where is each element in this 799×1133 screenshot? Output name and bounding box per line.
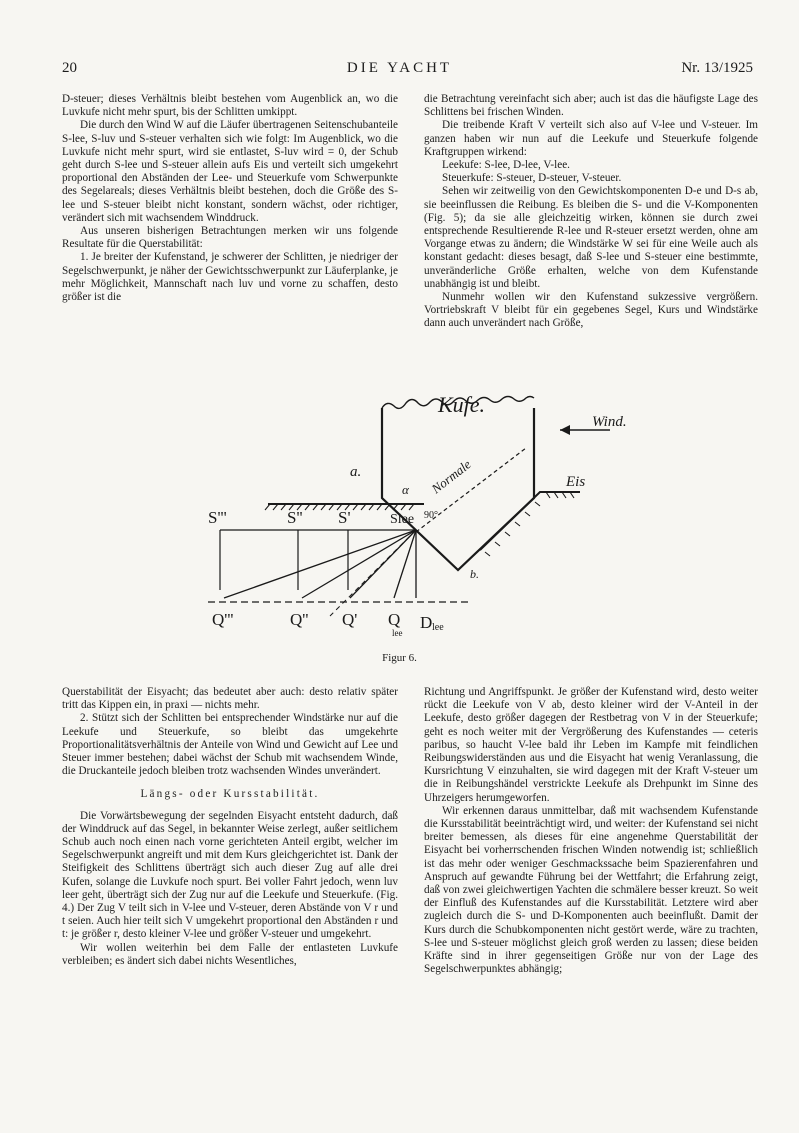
ice-surface-right [480,492,580,550]
figure-6-diagram [180,380,650,640]
section-heading: Längs- oder Kursstabilität. [140,788,320,801]
issue-number: Nr. 13/1925 [681,60,753,76]
q3-label: Q''' [212,610,234,629]
force-group-steuerkufe: Steuerkufe: S-steuer, D-steuer, V-steuer. [442,172,622,185]
paragraph: Richtung und Angriffspunkt. Je größer der Kufenstand wird, desto weiter rückt die Leekufe von V ab, desto kleiner wird der V-Anteil in der Leekufe, desto größer dagegen der Restbetrag von V in der Steuerkufe; geht es noch weiter mit der Vergrößerung des Kufenstandes — ceteris paribus, so haucht V-lee bald ihr Leben im Kampfe mit feindlichen Reibungswiderständen aus und die Eisyacht hat wenig Veranlassung, die Kursrichtung V einzuhalten, sie wird dagegen mit der Kraft V-steuer um die in Reibungshändel verstrickte Leekufe als Drehpunkt im Sinne des Uhrzeigers herumgeworfen. [424,686,758,804]
alpha-label: α [402,482,409,497]
wind-label: Wind. [592,414,627,430]
paragraph: Nunmehr wollen wir den Kufenstand sukzessive vergrößern. Vortriebskraft V bleibt für ein gegebenes Segel, Kurs und Windstärke dann auch unverändert nach Größe, [424,291,758,330]
paragraph: die Betrachtung vereinfacht sich aber; auch ist das die häufigste Lage des Schlittens bei frischen Winden. [424,93,758,119]
resultant-qlee [394,530,416,598]
paragraph: Aus unseren bisherigen Betrachtungen merken wir uns folgende Resultate für die Querstabilität: [62,225,398,251]
column-bottom-left [62,686,398,968]
wind-arrowhead [560,425,570,435]
paragraph: 1. Je breiter der Kufenstand, je schwerer der Schlitten, je niedriger der Segelschwerpunkt, je näher der Gewichtsschwerpunkt zur Läuferplanke, je mehr Möglichkeit, Mannschaft nach luv und vorne zu schaffen, desto größer ist die [62,251,398,304]
paragraph: Die Vorwärtsbewegung der segelnden Eisyacht entsteht dadurch, daß der Winddruck auf das Segel, in bekannter Weise zerlegt, außer seitlichem Schub auch noch einen nach vorne gerichteten Anteil ergibt, welcher im Segelschwerpunkt angreift und mit dem Kurs gleichgerichtet ist. Dank der Steifigkeit des Schlittens überträgt sich auch dieser Zug auf alle drei Kufen, solange die Luvkufe noch spurt. Bei voller Fahrt jedoch, wenn luv leer geht, überträgt sich der Zug nur auf die Leekufe und Steuerkufe. (Fig. 4.) Der Zug V teilt sich in V-lee und V-steuer, deren Abstände von V r und t seien. Auch hier teilt sich V umgekehrt proportional den Abständen r und t: je größer r, desto kleiner V-lee und größer V-steuer und umgekehrt. [62,809,398,941]
dlee-subscript: lee [432,622,444,633]
page-number: 20 [62,60,77,76]
qlee-subscript: lee [392,628,403,638]
figure-caption: Figur 6. [382,652,417,664]
slee-label: Slee [390,512,415,527]
normale-label: Normale [428,456,474,497]
qlee-label: Q [388,610,401,629]
s3-label: S''' [208,508,227,527]
q1-label: Q' [342,610,358,629]
point-b-label: b. [470,567,479,581]
paragraph: D-steuer; dieses Verhältnis bleibt bestehen vom Augenblick an, wo die Luvkufe nicht mehr spurt, bis der Schlitten umkippt. [62,93,398,119]
s2-label: S'' [287,508,303,527]
paragraph: Die treibende Kraft V verteilt sich also auf V-lee und V-steuer. Im ganzen haben wir nun auf die Leekufe und Steuerkufe folgende Kraftgruppen wirkend: [424,119,758,158]
force-group-leekufe: Leekufe: S-lee, D-lee, V-lee. [442,159,570,172]
journal-title: DIE YACHT [346,60,453,76]
column-top-right [424,93,758,331]
column-bottom-right [424,686,758,976]
angle-90-label: 90° [424,510,438,521]
column-top-left [62,93,398,304]
point-a-label: a. [350,464,362,480]
paragraph: Die durch den Wind W auf die Läufer übertragenen Seitenschubanteile S-lee, S-luv und S-steuer verhalten sich wie folgt: Im Augenblick, wo die Luvkufe nicht mehr spurt, wird sie entlastet, S-luv wird = 0, der Schub geht durch S-lee und S-steuer allein aufs Eis und verteilt sich umgekehrt proportional den Abständen der Lee- und Steuerkufe vom Schwerpunkte des Segelareals; dieses Verhältnis bleibt bestehen, doch die Größe des S-lee und S-steuer bleibt nicht konstant, sondern wächst, oder richtiger, verändert sich mit wachsendem Winddruck. [62,119,398,224]
paragraph: 2. Stützt sich der Schlitten bei entsprechender Windstärke nur auf die Leekufe und Steuerkufe, so bleibt das umgekehrte Proportionalitätsverhältnis der Anteile von Wind und Gewicht auf Lee und Steuer immer bestehen; dabei wächst der Schub mit wachsendem Winde, die Druckanteile jedoch bleiben trotz wachsenden Windes unverändert. [62,712,398,778]
eis-label: Eis [566,474,586,490]
paragraph: Sehen wir zeitweilig von den Gewichtskomponenten D-e und D-s ab, sie beeinflussen die Reibung. Es bleiben die S- und die V-Komponenten (Fig. 5); da sie alle gleichzeitig wirken, können sie durch zwei entsprechende Resultierende R-lee und R-steuer ersetzt werden, ohne am Vorgange etwas zu ändern; die Windstärke W sei für eine Weile auch als konstant gedacht: dieses besagt, daß S-lee und S-steuer eine bestimmte, unveränderliche Größe erhalten, welche von dem Kufenstande unabhängig ist und bleibt. [424,185,758,290]
dlee-label: D [420,613,433,632]
paragraph: Wir wollen weiterhin bei dem Falle der entlasteten Luvkufe verbleiben; es ändert sich dabei nichts Wesentliches, [62,941,398,967]
kufe-label: Kufe. [438,392,486,417]
q2-label: Q'' [290,610,309,629]
s1-label: S' [338,508,351,527]
paragraph: Querstabilität der Eisyacht; das bedeutet aber auch: desto relativ später tritt das Kippen ein, in praxi — nichts mehr. [62,686,398,712]
paragraph: Wir erkennen daraus unmittelbar, daß mit wachsendem Kufenstande die Kursstabilität beeinträchtigt wird, und weiter: der Kufenstand sei nicht breiter bemessen, als dieses für eine angenehme Querstabilität der Eisyacht bei vorherrschenden frischen Winden notwendig ist; schließlich ist das mehr oder weniger Geschmackssache beim Spazierenfahren und Anspruch auf gewandte Führung bei der Wettfahrt; die Erfahrung zeigt, daß von zwei gleichwertigen Yachten die schmälere besser kreuzt. So weit der Einfluß des Kufenstandes auf die Kursstabilität. Letztere wird aber zugleich durch die S- und D-Komponenten auch beeinflußt. Damit der Kurs durch die Schubkomponenten nicht gestört werde, wäre zu trachten, S-lee und S-steuer möglichst gleich groß werden zu lassen; diese beiden Kräfte sind in ihrer gegenseitigen Größe nur von der Lage des Segelschwerpunktes abhängig; [424,804,758,976]
